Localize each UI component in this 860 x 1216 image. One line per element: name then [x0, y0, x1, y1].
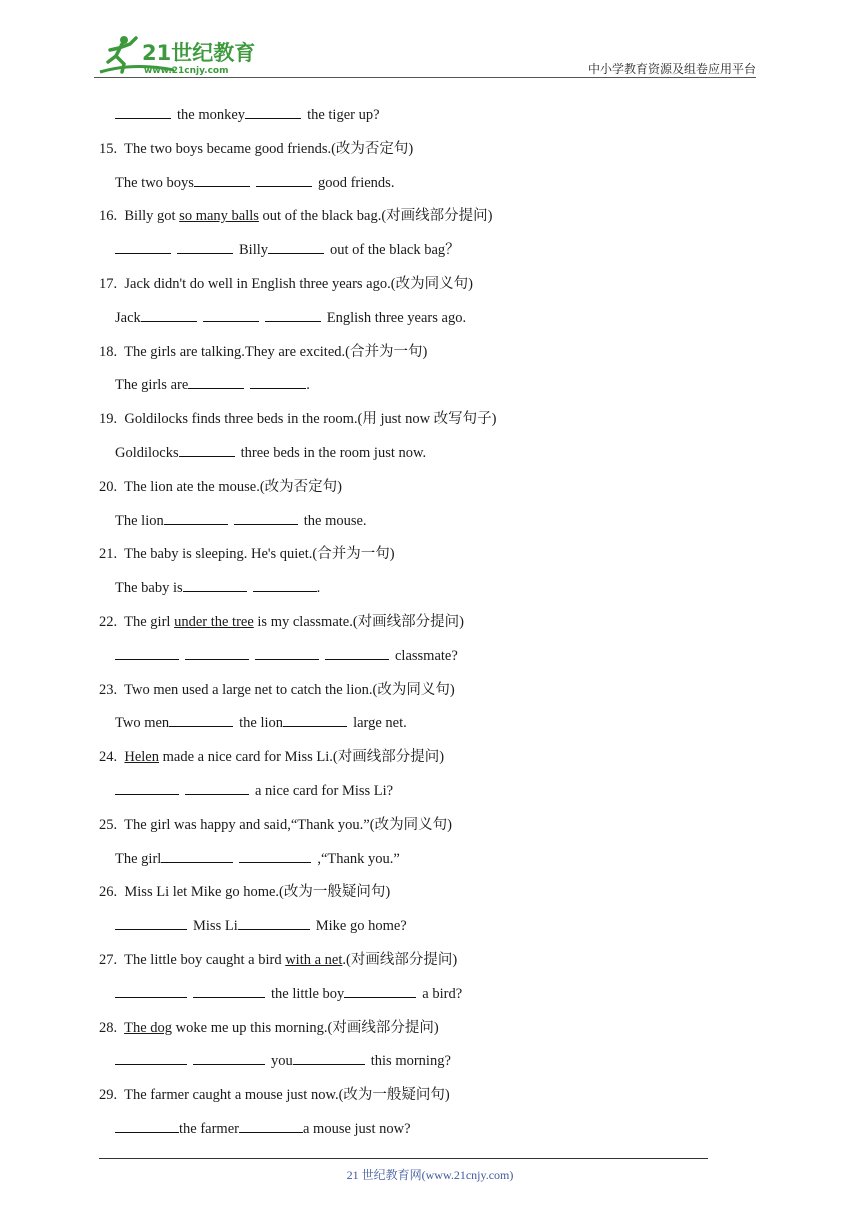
- q25-question: 25. The girl was happy and said,“Thank you.”(改为同义句): [99, 816, 452, 833]
- q22-question: 22. The girl under the tree is my classmate.(对画线部分提问): [99, 613, 465, 630]
- logo-text: 21世纪教育: [142, 41, 256, 65]
- q21-answer: The baby is .: [99, 575, 749, 609]
- answer-blank[interactable]: [256, 172, 312, 187]
- answer-blank[interactable]: [283, 712, 347, 727]
- q24-answer: a nice card for Miss Li?: [99, 778, 749, 812]
- answer-blank[interactable]: [188, 374, 244, 389]
- q17-answer: Jack English three years ago.: [99, 305, 749, 339]
- underlined-phrase: Helen: [124, 749, 159, 766]
- footer-text: 21 世纪教育网(www.21cnjy.com): [346, 1168, 514, 1182]
- q24-question: 24. Helen made a nice card for Miss Li.(对画线部分提问): [99, 749, 445, 766]
- answer-blank[interactable]: [253, 577, 317, 592]
- answer-blank[interactable]: [183, 577, 247, 592]
- answer-blank[interactable]: [164, 510, 228, 525]
- answer-blank[interactable]: [141, 307, 197, 322]
- q23-answer: Two men the lion large net.: [99, 710, 749, 744]
- answer-blank[interactable]: [115, 915, 187, 930]
- q19-answer: Goldilocks three beds in the room just now.: [99, 440, 749, 474]
- q29-answer: the farmer a mouse just now?: [99, 1116, 749, 1150]
- answer-blank[interactable]: [239, 848, 311, 863]
- logo-subtext: www.21cnjy.com: [144, 66, 229, 76]
- answer-blank[interactable]: [179, 442, 235, 457]
- q15-question: 15. The two boys became good friends.(改为否定句): [99, 140, 414, 157]
- answer-blank[interactable]: [293, 1050, 365, 1065]
- q14-answer: the monkey the tiger up?: [99, 102, 749, 136]
- q21-question: 21. The baby is sleeping. He's quiet.(合并为一句): [99, 546, 395, 563]
- answer-blank[interactable]: [250, 374, 306, 389]
- q17-question: 17. Jack didn't do well in English three years ago.(改为同义句): [99, 275, 473, 292]
- q28-question: 28. The dog woke me up this morning.(对画线部分提问): [99, 1019, 439, 1036]
- logo-runner-icon: [94, 32, 264, 78]
- answer-blank[interactable]: [344, 983, 416, 998]
- q15-answer: The two boys good friends.: [99, 170, 749, 204]
- q20-question: 20. The lion ate the mouse.(改为否定句): [99, 478, 342, 495]
- q18-answer: The girls are .: [99, 372, 749, 406]
- answer-blank[interactable]: [255, 645, 319, 660]
- answer-blank[interactable]: [265, 307, 321, 322]
- q27-question: 27. The little boy caught a bird with a net.(对画线部分提问): [99, 951, 458, 968]
- answer-blank[interactable]: [115, 780, 179, 795]
- q22-answer: classmate?: [99, 643, 749, 677]
- q19-question: 19. Goldilocks finds three beds in the room.(用 just now 改写句子): [99, 411, 497, 428]
- q28-answer: you this morning?: [99, 1048, 749, 1082]
- underlined-phrase: under the tree: [174, 613, 254, 630]
- answer-blank[interactable]: [245, 104, 301, 119]
- underlined-phrase: The dog: [124, 1019, 173, 1036]
- footer-divider: [99, 1158, 708, 1159]
- answer-blank[interactable]: [177, 239, 233, 254]
- underlined-phrase: so many balls: [179, 208, 259, 225]
- q27-answer: the little boy a bird?: [99, 981, 749, 1015]
- q20-answer: The lion the mouse.: [99, 508, 749, 542]
- q16-answer: Billy out of the black bag？: [99, 237, 749, 271]
- q26-question: 26. Miss Li let Mike go home.(改为一般疑问句): [99, 884, 391, 901]
- answer-blank[interactable]: [115, 645, 179, 660]
- answer-blank[interactable]: [185, 645, 249, 660]
- answer-blank[interactable]: [115, 239, 171, 254]
- answer-blank[interactable]: [203, 307, 259, 322]
- q23-question: 23. Two men used a large net to catch the lion.(改为同义句): [99, 681, 455, 698]
- exercise-list: [99, 102, 749, 1150]
- header-platform-text: 中小学教育资源及组卷应用平台: [587, 62, 756, 76]
- answer-blank[interactable]: [193, 983, 265, 998]
- answer-blank[interactable]: [169, 712, 233, 727]
- answer-blank[interactable]: [115, 1118, 179, 1133]
- answer-blank[interactable]: [115, 983, 187, 998]
- q16-question: 16. Billy got so many balls out of the black bag.(对画线部分提问): [99, 208, 493, 225]
- answer-blank[interactable]: [239, 1118, 303, 1133]
- answer-blank[interactable]: [185, 780, 249, 795]
- answer-blank[interactable]: [194, 172, 250, 187]
- q29-question: 29. The farmer caught a mouse just now.(改为一般疑问句): [99, 1087, 450, 1104]
- q18-question: 18. The girls are talking.They are excited.(合并为一句): [99, 343, 428, 360]
- page-header: [94, 32, 756, 78]
- answer-blank[interactable]: [115, 104, 171, 119]
- answer-blank[interactable]: [161, 848, 233, 863]
- answer-blank[interactable]: [193, 1050, 265, 1065]
- q26-answer: Miss Li Mike go home?: [99, 913, 749, 947]
- answer-blank[interactable]: [268, 239, 324, 254]
- answer-blank[interactable]: [238, 915, 310, 930]
- answer-blank[interactable]: [115, 1050, 187, 1065]
- q25-answer: The girl ,“Thank you.”: [99, 846, 749, 880]
- header-divider: [94, 77, 756, 78]
- underlined-phrase: with a net: [285, 951, 343, 968]
- answer-blank[interactable]: [234, 510, 298, 525]
- answer-blank[interactable]: [325, 645, 389, 660]
